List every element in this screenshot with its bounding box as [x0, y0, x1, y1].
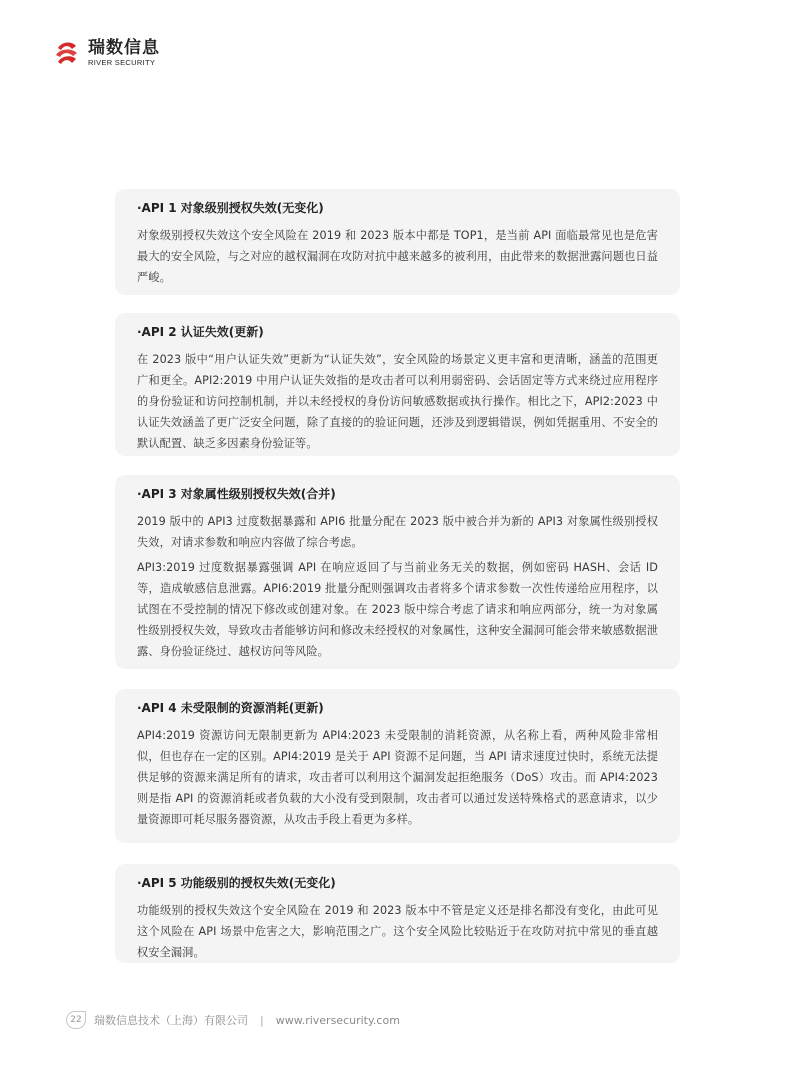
risk-card-title: ·API 3 对象属性级别授权失效(合并)	[137, 487, 336, 501]
risk-card-title: ·API 2 认证失效(更新)	[137, 325, 264, 339]
risk-card-title: ·API 5 功能级别的授权失效(无变化)	[137, 876, 336, 890]
footer-separator: |	[260, 1013, 264, 1027]
footer-company-name: 瑞数信息技术（上海）有限公司	[94, 1014, 248, 1027]
risk-card-api5	[115, 864, 680, 963]
risk-card-api2	[115, 313, 680, 456]
logo-chinese-name: 瑞数信息	[88, 38, 160, 58]
risk-card-paragraph: API3:2019 过度数据暴露强调 API 在响应返回了与当前业务无关的数据，例如密码 HASH、会话 ID 等，造成敏感信息泄露。API6:2019 批量分配则强调攻击者将多个请求参数一次性传递给应用程序，以试图在不受控制的情况下修改或创建对象。在 2023 版中综合考虑了请求和响应两部分，统一为对象属性级别授权失效，导致攻击者能够访问和修改未经授权的对象属性，这种安全漏洞可能会带来敏感数据泄露、身份验证绕过、越权访问等风险。	[137, 561, 658, 658]
risk-card-paragraph: 功能级别的授权失效这个安全风险在 2019 和 2023 版本中不管是定义还是排名都没有变化，由此可见这个风险在 API 场景中危害之大，影响范围之广。这个安全风险比较贴近于在攻防对抗中常见的垂直越权安全漏洞。	[137, 904, 658, 959]
page-footer	[66, 1011, 400, 1029]
risk-card-api4	[115, 689, 680, 843]
risk-card-paragraph: API4:2019 资源访问无限制更新为 API4:2023 未受限制的消耗资源，从名称上看，两种风险非常相似，但也存在一定的区别。API4:2019 是关于 API 资源不足问题，当 API 请求速度过快时，系统无法提供足够的资源来满足所有的请求，攻击者可以利用这个漏洞发起拒绝服务（DoS）攻击。而 API4:2023 则是指 API 的资源消耗或者负载的大小没有受到限制，攻击者可以通过发送特殊格式的恶意请求，以少量资源即可耗尽服务器资源，从攻击手段上看更为多样。	[137, 729, 658, 826]
risk-card-paragraph: 2019 版中的 API3 过度数据暴露和 API6 批量分配在 2023 版中被合并为新的 API3 对象属性级别授权失效，对请求参数和响应内容做了综合考虑。	[137, 515, 658, 549]
page-number: 22	[66, 1011, 86, 1029]
logo-english-name: RIVER SECURITY	[88, 58, 156, 67]
brand-logo	[52, 38, 160, 68]
river-security-logo-icon	[52, 38, 82, 68]
risk-card-title: ·API 4 未受限制的资源消耗(更新)	[137, 701, 324, 715]
footer-website-link[interactable]: www.riversecurity.com	[275, 1013, 400, 1027]
risk-card-title: ·API 1 对象级别授权失效(无变化)	[137, 201, 324, 215]
risk-card-api1	[115, 189, 680, 295]
risk-card-api3	[115, 475, 680, 669]
risk-card-paragraph: 在 2023 版中“用户认证失效”更新为“认证失效”，安全风险的场景定义更丰富和更清晰，涵盖的范围更广和更全。API2:2019 中用户认证失效指的是攻击者可以利用弱密码、会话固定等方式来绕过应用程序的身份验证和访问控制机制，并以未经授权的身份访问敏感数据或执行操作。相比之下，API2:2023 中认证失效涵盖了更广泛安全问题，除了直接的的验证问题，还涉及到逻辑错误，例如凭据重用、不安全的默认配置、缺乏多因素身份验证等。	[137, 353, 658, 450]
risk-card-paragraph: 对象级别授权失效这个安全风险在 2019 和 2023 版本中都是 TOP1，是当前 API 面临最常见也是危害最大的安全风险，与之对应的越权漏洞在攻防对抗中越来越多的被利用，由此带来的数据泄露问题也日益严峻。	[137, 229, 658, 284]
